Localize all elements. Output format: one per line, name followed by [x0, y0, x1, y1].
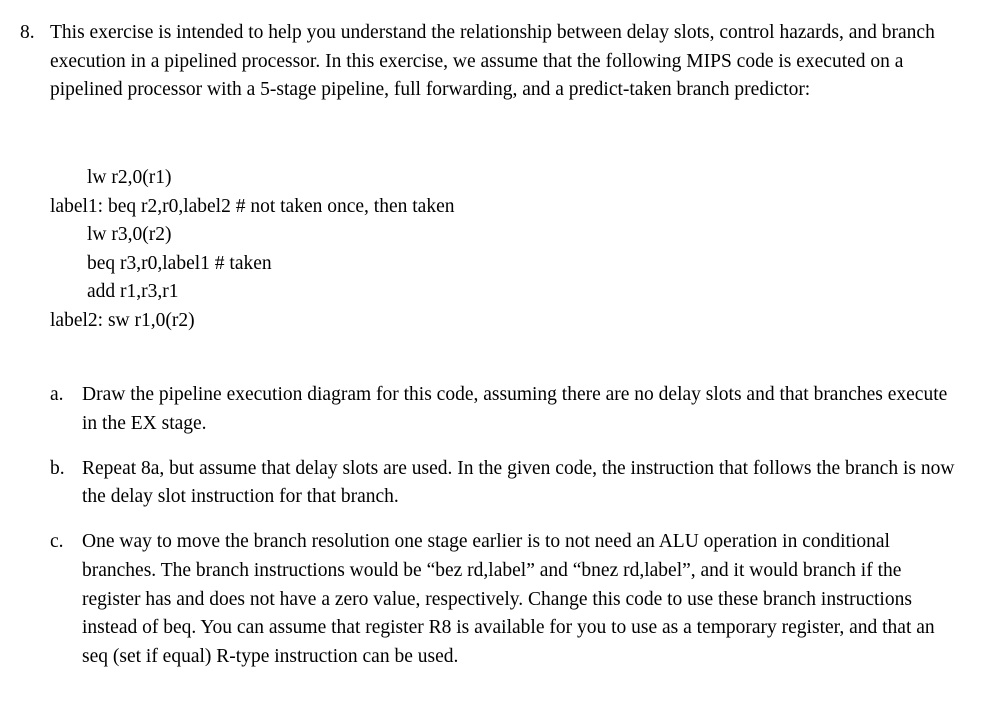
- sub-question-text: Draw the pipeline execution diagram for this code, assuming there are no delay slots and that branches execute in the EX stage.: [82, 384, 948, 434]
- code-line: lw r3,0(r2): [87, 224, 172, 246]
- mips-code-block: [50, 164, 454, 336]
- code-line: add r1,r3,r1: [87, 281, 179, 303]
- sub-question-label: b.: [50, 457, 65, 479]
- sub-question-text: One way to move the branch resolution one stage earlier is to not need an ALU operation in conditional branches. The branch instructions would be “bez rd,label” and “bnez rd,label”, and it would branch if the register has and does not have a zero value, respectively. Change this code to use these branch instructions instead of beq. You can assume that register R8 is available for you to use as a temporary register, and that an seq (set if equal) R-type instruction can be used.: [82, 531, 935, 667]
- sub-question-label: a.: [50, 384, 64, 405]
- code-line: lw r2,0(r1): [87, 167, 172, 188]
- question-8: [20, 19, 970, 105]
- sub-question-c: [50, 528, 962, 671]
- question-text: This exercise is intended to help you understand the relationship between delay slots, control hazards, and branch execution in a pipelined processor. In this exercise, we assume that the following MIPS code is executed on a pipelined processor with a 5-stage pipeline, full forwarding, and a predict-taken branch predictor:: [50, 22, 935, 101]
- question-number: 8.: [20, 22, 35, 43]
- code-line: label1: beq r2,r0,label2 # not taken once, then taken: [50, 195, 455, 217]
- sub-question-a: [50, 381, 962, 438]
- sub-question-label: c.: [50, 531, 64, 553]
- code-line: beq r3,r0,label1 # taken: [87, 252, 272, 274]
- code-line: label2: sw r1,0(r2): [50, 309, 195, 331]
- sub-question-text: Repeat 8a, but assume that delay slots are used. In the given code, the instruction that follows the branch is now the delay slot instruction for that branch.: [82, 457, 955, 508]
- sub-question-b: [50, 455, 962, 512]
- sub-questions: [50, 381, 962, 688]
